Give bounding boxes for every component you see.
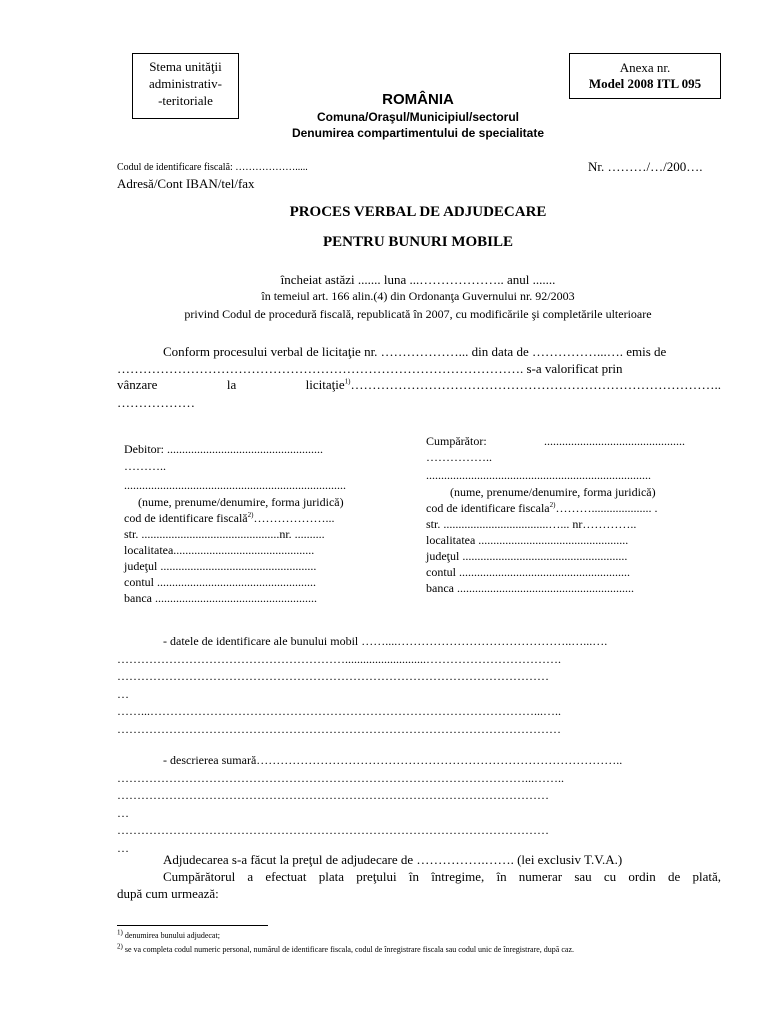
debitor-hint: (nume, prenume/denumire, forma juridică)	[138, 495, 344, 509]
licitatie-line-3	[117, 377, 721, 393]
bun-label: - datele de identificare ale bunului mobil ……....……………………………………..…...….	[163, 634, 608, 648]
bun-line-5: …………………………………………………………………………………………………	[117, 721, 561, 736]
cumparator-locality: localitatea ..................................................	[426, 533, 629, 547]
bun-block	[117, 633, 607, 738]
footnote-1-text: denumirea bunului adjudecat;	[124, 931, 220, 940]
footnote-2-mark: 2)	[117, 942, 123, 951]
cumparator-cif-dots: ……….................... .	[555, 501, 658, 515]
stema-line-1: Stema unităţii	[149, 59, 222, 74]
stema-line-2: administrativ-	[149, 76, 222, 91]
cumparator-cif	[426, 500, 685, 516]
debitor-cif-dots: ………………...	[253, 511, 335, 525]
document-subtitle: PENTRU BUNURI MOBILE	[322, 234, 514, 250]
word-vanzare: vânzare	[117, 377, 158, 392]
debitor-label: Debitor: ....................................................	[124, 442, 323, 456]
descriere-line-1: …………………………………………………………………………………………...……..	[117, 770, 564, 785]
footnote-2-text: se va completa codul numeric personal, numărul de identificare fiscala, codul de înregistrare fiscala sau codul unic de înregistrare, după caz.	[124, 945, 574, 954]
nr-field: Nr. ………/…/200….	[588, 159, 703, 174]
debitor-cif-label: cod de identificare fiscală	[124, 511, 248, 525]
model-label: Model 2008 ITL 095	[588, 76, 702, 91]
cumparator-label-line	[426, 433, 685, 449]
footnote-1-mark: 1)	[117, 928, 123, 937]
licitatie-line-2: …………………………………………………………………………………. s-a valorificat prin	[117, 361, 623, 376]
cumparator-hint: (nume, prenume/denumire, forma juridică)	[450, 485, 656, 499]
footnote-ref-1: 1)	[344, 377, 351, 386]
country-title: ROMÂNIA	[382, 91, 454, 108]
footnote-separator	[117, 925, 268, 926]
licitatie-line-1: Conform procesului verbal de licitaţie nr. ………………... din data de ……………...…. emis de	[163, 344, 667, 359]
bun-line-4: ……...……………………………………………………………………………………...…..	[117, 704, 561, 718]
word-la: la	[226, 377, 237, 392]
cumparator-dots-1: ……………..	[426, 450, 492, 464]
document-title: PROCES VERBAL DE ADJUDECARE	[289, 204, 547, 220]
licitatie-dots: …………………………………………………………………………..	[350, 377, 721, 392]
footnote-1	[117, 928, 220, 940]
cif-field: Codul de identificare fiscală: ……………….....	[117, 162, 308, 173]
intro-date-line: încheiat astăzi ....... luna ...……………….. anul .......	[280, 272, 556, 287]
payment-line: Cumpărătorul a efectuat plata preţului în întregime, în numerar sau cu ordin de plată,	[163, 869, 721, 884]
footnote-ref-2: 2)	[247, 511, 254, 519]
subdivision-line: Comuna/Oraşul/Municipiul/sectorul	[316, 110, 520, 124]
adjudecare-price-line: Adjudecarea s-a făcut la preţul de adjudecare de …………….……. (lei exclusiv T.V.A.)	[163, 852, 623, 867]
debitor-dots-1: ………..	[124, 459, 166, 473]
cumparator-county: judeţul .......................................................	[426, 549, 628, 563]
stema-line-3: -teritoriale	[158, 93, 213, 108]
debitor-county: judeţul ....................................................	[124, 559, 317, 573]
cumparator-block	[426, 433, 685, 596]
debitor-street: str. ..............................................nr. ..........	[124, 527, 325, 541]
descriere-block	[117, 752, 622, 857]
descriere-line-2: ………………………………………………………………………………………………	[117, 788, 549, 802]
cumparator-dots-2: ...........................................................................	[426, 468, 651, 482]
department-line: Denumirea compartimentului de specialitate	[291, 126, 545, 140]
debitor-locality: localitatea...............................................	[124, 543, 315, 557]
debitor-bank: banca ......................................................	[124, 591, 317, 605]
anexa-label: Anexa nr.	[619, 60, 671, 75]
cumparator-account: contul .........................................................	[426, 565, 630, 579]
word-licitatie	[306, 377, 721, 393]
descriere-line-3: …	[117, 805, 129, 820]
descriere-label: - descrierea sumară………………………………………………………………………………..	[163, 753, 623, 767]
cumparator-bank: banca ...........................................................	[426, 581, 634, 595]
footnote-ref-2b: 2)	[549, 501, 556, 509]
bun-line-2: ………………………………………………………………………………………………	[117, 669, 549, 683]
bun-line-1: …………………………………………………...........................…………………………….	[117, 651, 561, 666]
payment-line-end: după cum urmează:	[117, 886, 219, 901]
licitatie-line-4: ………………	[117, 395, 195, 410]
licitatie-text: licitaţie	[305, 377, 345, 392]
descriere-line-5: …	[117, 840, 129, 855]
debitor-block	[124, 441, 346, 606]
address-line: Adresă/Cont IBAN/tel/fax	[117, 176, 255, 191]
intro-legal-basis: în temeiul art. 166 alin.(4) din Ordonanţa Guvernului nr. 92/2003	[261, 289, 575, 303]
debitor-cif	[124, 510, 346, 526]
debitor-dots-2: ..........................................................................	[124, 478, 346, 492]
cumparator-street: str. ...................................…... nr…………..	[426, 517, 637, 531]
cumparator-label-dots: ...............................................	[544, 434, 685, 448]
intro-code-reference: privind Codul de procedură fiscală, republicată în 2007, cu modificările şi completările ulterioare	[184, 307, 652, 321]
descriere-line-4: ………………………………………………………………………………………………	[117, 823, 549, 837]
bun-line-3: …	[117, 686, 129, 701]
cumparator-label: Cumpărător:	[426, 434, 487, 448]
cumparator-cif-label: cod de identificare fiscala	[426, 501, 550, 515]
debitor-account: contul .....................................................	[124, 575, 316, 589]
footnote-2	[117, 942, 574, 954]
